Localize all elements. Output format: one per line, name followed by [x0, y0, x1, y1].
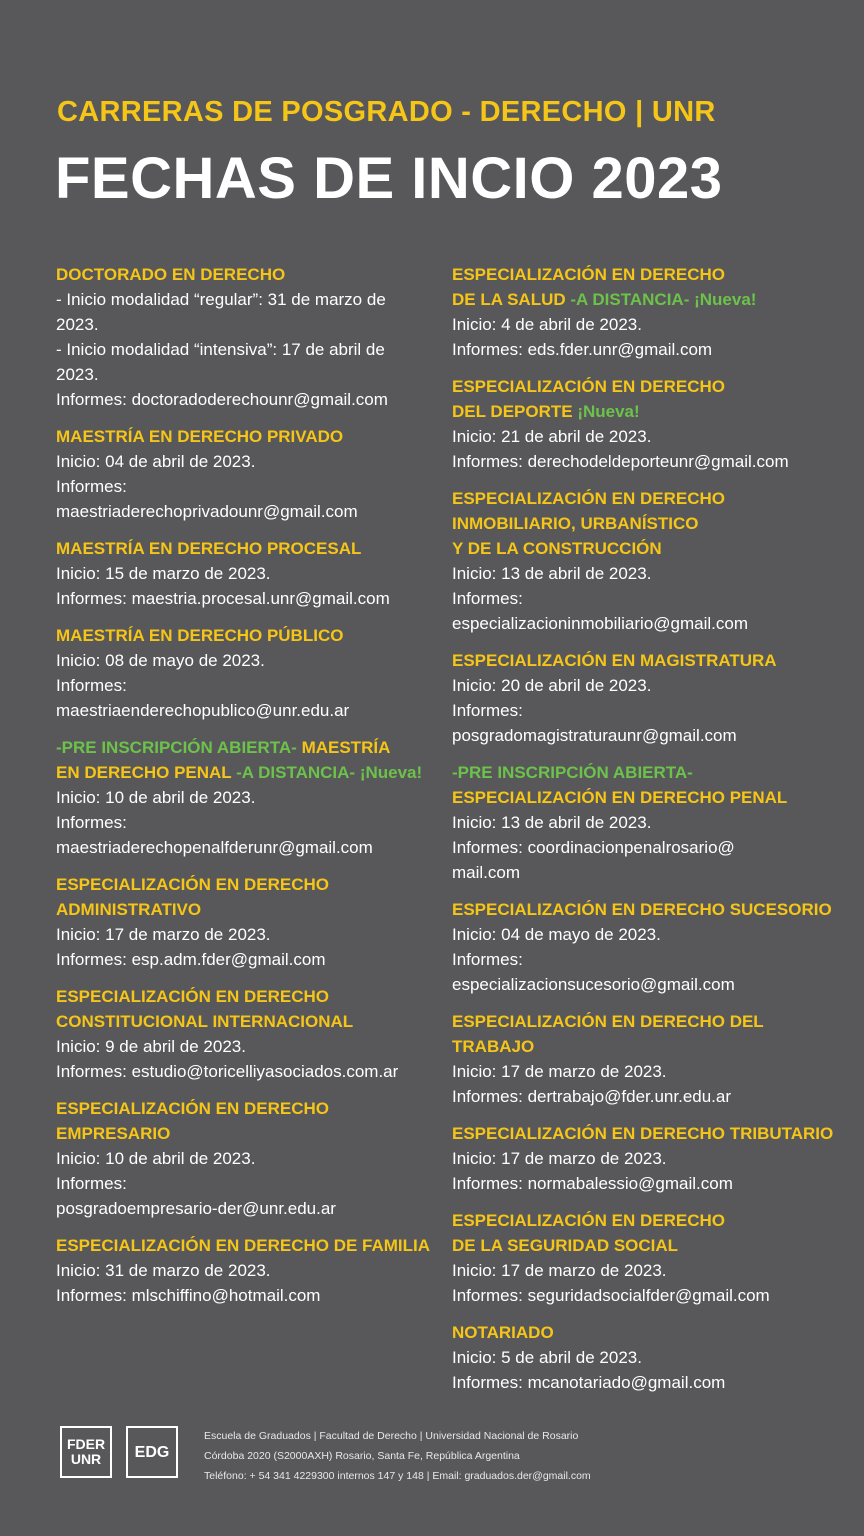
program-line: Informes: — [56, 676, 127, 695]
program-line: 2023. — [56, 365, 99, 384]
program-heading: ESPECIALIZACIÓN EN DERECHO DE FAMILIA — [56, 1236, 431, 1255]
program-line: Inicio: 20 de abril de 2023. — [452, 676, 652, 695]
footer-line: Teléfono: + 54 341 4229300 internos 147 y 148 | Email: graduados.der@gmail.com — [204, 1470, 591, 1482]
program-esp-deporte — [452, 374, 852, 474]
program-line: Inicio: 10 de abril de 2023. — [56, 1149, 256, 1168]
program-line: Inicio: 13 de abril de 2023. — [452, 813, 652, 832]
program-line: Inicio: 15 de marzo de 2023. — [56, 564, 271, 583]
program-line: - Inicio modalidad “intensiva”: 17 de abril de — [56, 340, 385, 359]
program-heading: MAESTRÍA EN DERECHO PÚBLICO — [56, 626, 344, 645]
program-heading: ESPECIALIZACIÓN EN DERECHO — [452, 489, 725, 508]
program-maestria-penal — [56, 735, 446, 860]
program-notariado — [452, 1320, 852, 1395]
footer-contact — [204, 1426, 591, 1486]
program-heading: EMPRESARIO — [56, 1124, 171, 1143]
program-line: Informes: doctoradoderechounr@gmail.com — [56, 390, 388, 409]
program-line: posgradomagistraturaunr@gmail.com — [452, 726, 737, 745]
pre-inscripcion-badge: -PRE INSCRIPCIÓN ABIERTA- — [56, 738, 297, 757]
program-doctorado — [56, 262, 446, 412]
program-heading: CONSTITUCIONAL INTERNACIONAL — [56, 1012, 354, 1031]
program-heading: ESPECIALIZACIÓN EN DERECHO — [452, 1211, 725, 1230]
program-heading: ESPECIALIZACIÓN EN DERECHO — [56, 987, 329, 1006]
program-line: Inicio: 17 de marzo de 2023. — [452, 1062, 667, 1081]
program-heading-part: MAESTRÍA — [296, 738, 391, 757]
program-line: Informes: — [452, 589, 523, 608]
program-heading: ADMINISTRATIVO — [56, 900, 202, 919]
program-line: Informes: — [56, 1174, 127, 1193]
program-esp-trabajo — [452, 1009, 852, 1109]
program-esp-penal — [452, 760, 852, 885]
program-maestria-privado — [56, 424, 446, 524]
program-line: maestriaenderechopublico@unr.edu.ar — [56, 701, 350, 720]
fder-unr-logo — [60, 1426, 112, 1478]
program-heading: ESPECIALIZACIÓN EN DERECHO — [56, 1099, 329, 1118]
program-line: 2023. — [56, 315, 99, 334]
program-esp-sucesorio — [452, 897, 852, 997]
program-line: Informes: coordinacionpenalrosario@ — [452, 838, 735, 857]
program-line: Informes: derechodeldeporteunr@gmail.com — [452, 452, 789, 471]
program-line: Inicio: 31 de marzo de 2023. — [56, 1261, 271, 1280]
page-title: FECHAS DE INCIO 2023 — [55, 146, 723, 211]
program-line: Informes: — [452, 701, 523, 720]
program-heading: DOCTORADO EN DERECHO — [56, 265, 286, 284]
program-line: Inicio: 5 de abril de 2023. — [452, 1348, 642, 1367]
program-esp-magistratura — [452, 648, 852, 748]
program-line: mail.com — [452, 863, 521, 882]
pre-inscripcion-badge: -PRE INSCRIPCIÓN ABIERTA- — [452, 763, 693, 782]
program-line: especializacioninmobiliario@gmail.com — [452, 614, 748, 633]
program-heading: NOTARIADO — [452, 1323, 554, 1342]
program-esp-seguridad-social — [452, 1208, 852, 1308]
program-maestria-publico — [56, 623, 446, 723]
program-line: Informes: — [452, 950, 523, 969]
program-line: Inicio: 08 de mayo de 2023. — [56, 651, 265, 670]
program-heading — [452, 287, 852, 312]
program-heading: MAESTRÍA EN DERECHO PRIVADO — [56, 427, 344, 446]
edg-logo: EDG — [126, 1426, 178, 1478]
new-badge: -A DISTANCIA- ¡Nueva! — [565, 290, 757, 309]
program-line: Inicio: 17 de marzo de 2023. — [452, 1149, 667, 1168]
program-line: Inicio: 4 de abril de 2023. — [452, 315, 642, 334]
program-esp-tributario — [452, 1121, 852, 1196]
program-line: Informes: mcanotariado@gmail.com — [452, 1373, 726, 1392]
program-line: Informes: eds.fder.unr@gmail.com — [452, 340, 713, 359]
right-column — [452, 262, 852, 1407]
program-line: Inicio: 10 de abril de 2023. — [56, 788, 256, 807]
program-heading: ESPECIALIZACIÓN EN DERECHO PENAL — [452, 788, 788, 807]
program-line: Informes: dertrabajo@fder.unr.edu.ar — [452, 1087, 732, 1106]
program-heading: INMOBILIARIO, URBANÍSTICO — [452, 514, 699, 533]
program-heading-part: DEL DEPORTE — [452, 402, 573, 421]
program-heading: ESPECIALIZACIÓN EN DERECHO — [452, 265, 725, 284]
program-esp-administrativo — [56, 872, 446, 972]
logo-text: UNR — [70, 1451, 102, 1467]
program-heading — [56, 760, 446, 785]
program-line: Informes: — [56, 813, 127, 832]
program-heading — [452, 399, 852, 424]
program-line: Informes: mlschiffino@hotmail.com — [56, 1286, 321, 1305]
program-line: Inicio: 9 de abril de 2023. — [56, 1037, 246, 1056]
program-line: Informes: esp.adm.fder@gmail.com — [56, 950, 326, 969]
program-line: Inicio: 04 de mayo de 2023. — [452, 925, 661, 944]
page-subtitle: CARRERAS DE POSGRADO - DERECHO | UNR — [57, 96, 716, 128]
program-line: maestriaderechopenalfderunr@gmail.com — [56, 838, 373, 857]
logo-text: FDER — [66, 1436, 106, 1452]
program-heading: ESPECIALIZACIÓN EN DERECHO — [56, 875, 329, 894]
program-heading: ESPECIALIZACIÓN EN DERECHO DEL — [452, 1012, 764, 1031]
program-esp-familia — [56, 1233, 446, 1308]
program-line: - Inicio modalidad “regular”: 31 de marzo de — [56, 290, 386, 309]
program-line: Inicio: 21 de abril de 2023. — [452, 427, 652, 446]
program-line: Informes: — [56, 477, 127, 496]
new-badge: -A DISTANCIA- ¡Nueva! — [231, 763, 423, 782]
program-line: Informes: seguridadsocialfder@gmail.com — [452, 1286, 770, 1305]
program-heading — [56, 735, 446, 760]
program-line: Inicio: 04 de abril de 2023. — [56, 452, 256, 471]
left-column — [56, 262, 446, 1320]
program-line: Inicio: 13 de abril de 2023. — [452, 564, 652, 583]
program-heading: ESPECIALIZACIÓN EN DERECHO SUCESORIO — [452, 900, 832, 919]
program-heading-part: EN DERECHO PENAL — [56, 763, 232, 782]
program-heading: ESPECIALIZACIÓN EN DERECHO TRIBUTARIO — [452, 1124, 834, 1143]
footer-line: Córdoba 2020 (S2000AXH) Rosario, Santa Fe, República Argentina — [204, 1450, 520, 1462]
program-heading: TRABAJO — [452, 1037, 535, 1056]
program-heading-part: DE LA SALUD — [452, 290, 566, 309]
program-esp-inmobiliario — [452, 486, 852, 636]
program-line: especializacionsucesorio@gmail.com — [452, 975, 735, 994]
program-maestria-procesal — [56, 536, 446, 611]
program-line: Informes: maestria.procesal.unr@gmail.com — [56, 589, 390, 608]
new-badge: ¡Nueva! — [572, 402, 640, 421]
program-heading: DE LA SEGURIDAD SOCIAL — [452, 1236, 679, 1255]
program-esp-salud — [452, 262, 852, 362]
program-esp-empresario — [56, 1096, 446, 1221]
program-line: Inicio: 17 de marzo de 2023. — [56, 925, 271, 944]
program-heading: MAESTRÍA EN DERECHO PROCESAL — [56, 539, 362, 558]
program-heading: ESPECIALIZACIÓN EN MAGISTRATURA — [452, 651, 777, 670]
program-esp-constitucional — [56, 984, 446, 1084]
program-line: maestriaderechoprivadounr@gmail.com — [56, 502, 358, 521]
program-line: Inicio: 17 de marzo de 2023. — [452, 1261, 667, 1280]
program-heading: Y DE LA CONSTRUCCIÓN — [452, 539, 662, 558]
program-line: Informes: estudio@toricelliyasociados.com.ar — [56, 1062, 399, 1081]
program-line: Informes: normabalessio@gmail.com — [452, 1174, 733, 1193]
program-line: posgradoempresario-der@unr.edu.ar — [56, 1199, 336, 1218]
program-heading: ESPECIALIZACIÓN EN DERECHO — [452, 377, 725, 396]
footer-line: Escuela de Graduados | Facultad de Derecho | Universidad Nacional de Rosario — [204, 1430, 579, 1442]
